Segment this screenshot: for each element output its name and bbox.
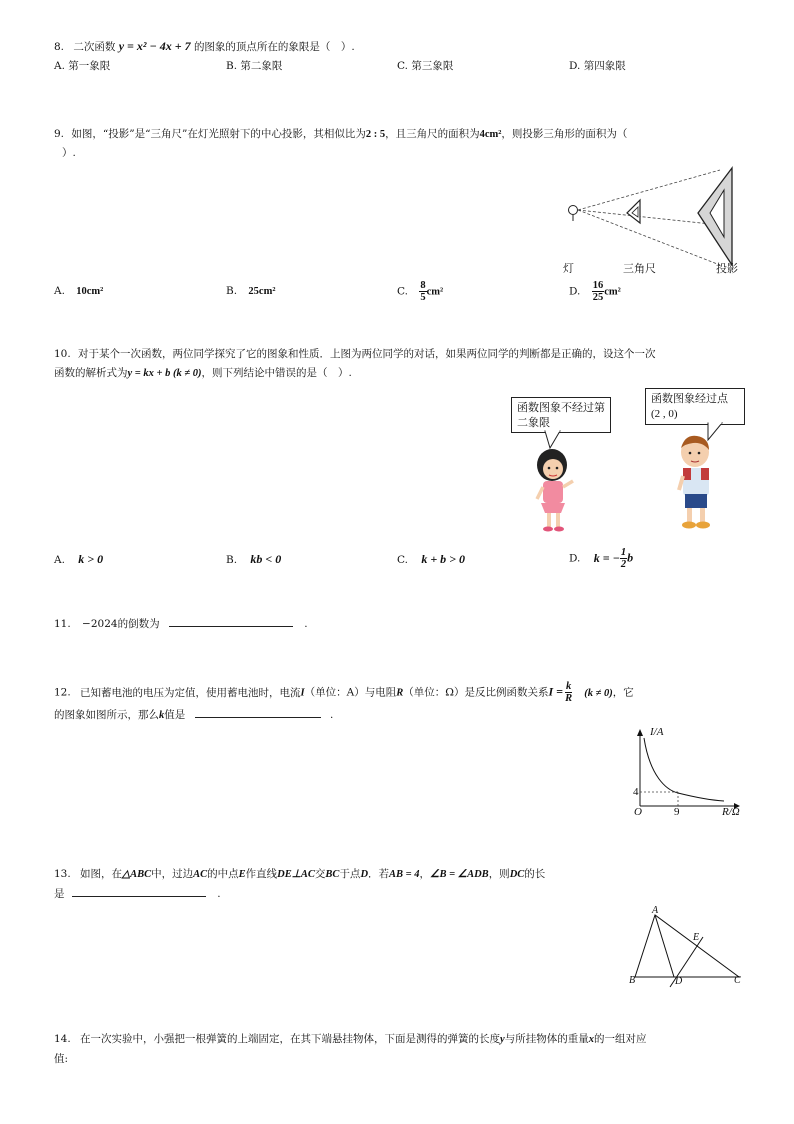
q8-stem-a: 二次函数 — [73, 41, 116, 53]
option-text: k + b > 0 — [421, 552, 466, 566]
q13-triangle: △ABC — [122, 869, 152, 880]
q13-answer-blank[interactable] — [72, 886, 206, 897]
q13-line1-e: 交 — [314, 868, 326, 880]
q11-answer-blank[interactable] — [169, 616, 293, 627]
fraction-numerator: k — [565, 681, 572, 692]
q13-line1-i: ，则 — [488, 868, 510, 880]
option-letter: D. — [569, 285, 581, 298]
q13-line1-a: 如图，在 — [80, 868, 123, 880]
boy-figure-icon — [665, 430, 725, 538]
option-text: 25cm² — [248, 286, 276, 297]
q12-line1-c: （单位：Ω）是反比例函数关系 — [403, 686, 549, 699]
q9-label-ruler: 三角尺 — [623, 262, 656, 275]
option-unit: cm² — [426, 286, 444, 298]
option-letter: A. — [54, 554, 65, 566]
q13-line1-g: ．若 — [368, 868, 390, 880]
q13-E: E — [238, 869, 246, 880]
q12-var-I: I — [300, 687, 305, 699]
q13-line1-d: 作直线 — [245, 868, 278, 880]
q13-DE-perp: DE⊥AC — [277, 869, 315, 880]
option-letter: A. — [54, 285, 65, 297]
q13-line1-b: 中，过边 — [151, 868, 194, 880]
q12-number: 12. — [54, 686, 71, 699]
bubble-girl-text: 函数图象不经过第二象限 — [517, 401, 605, 429]
q9-label-lamp: 灯 — [563, 262, 574, 275]
q13-angle: ∠B = ∠ADB — [430, 869, 489, 880]
q12-line2-b: 值是 — [164, 709, 186, 721]
q10-option-b[interactable] — [226, 552, 281, 567]
q9-option-c[interactable] — [397, 280, 443, 303]
q8-option-a[interactable] — [54, 58, 110, 73]
q12-line1-d: ，它 — [612, 686, 634, 699]
option-text: 第一象限 — [68, 60, 111, 72]
q10-line2-a: 函数的解析式为 — [54, 367, 128, 379]
q13-D: D — [360, 869, 369, 880]
option-text: 第二象限 — [240, 60, 283, 72]
girl-figure-icon — [525, 445, 585, 535]
option-letter: A. — [54, 60, 65, 72]
option-letter: C. — [397, 60, 408, 72]
q12-y-axis-label: I/A — [650, 726, 664, 738]
q13-triangle-figure — [625, 905, 745, 991]
q13-line1-f: 于点 — [339, 868, 361, 880]
q11-end: . — [304, 618, 308, 630]
q12-condition: (k ≠ 0) — [584, 687, 613, 699]
q14-number: 14. — [54, 1033, 71, 1045]
q9-option-d[interactable] — [569, 280, 621, 303]
q13-point-D: D — [675, 976, 683, 987]
q9-stem — [54, 126, 744, 143]
bubble-boy-text-2: (2 , 0) — [651, 408, 678, 420]
option-text: 第四象限 — [583, 60, 626, 72]
q9-number: 9. — [54, 128, 65, 140]
fraction-denominator: R — [565, 693, 573, 704]
option-letter: B. — [226, 60, 238, 72]
q13-number: 13. — [54, 868, 71, 880]
fraction-denominator: 5 — [420, 292, 426, 303]
q13-BC: BC — [325, 869, 340, 880]
q8-formula: y = x² − 4x + 7 — [118, 39, 191, 53]
q12-x-tick: 9 — [674, 806, 680, 818]
q10-line1: 对于某个一次函数，两位同学探究了它的图象和性质．上图为两位同学的对话，如果两位同学的判断都是正确的，设这个一次 — [78, 348, 656, 360]
q9-stem-b: ，且三角尺的面积为 — [385, 128, 480, 140]
fraction — [620, 547, 627, 570]
option-post: b — [627, 550, 634, 565]
q10-option-c[interactable] — [397, 552, 465, 567]
fraction — [592, 280, 605, 303]
option-letter: C. — [397, 554, 408, 566]
q14-var-x: x — [588, 1034, 594, 1045]
option-unit: cm² — [604, 286, 621, 298]
lamp-icon — [569, 206, 578, 215]
q12-end: . — [329, 709, 334, 721]
q12-stem-line1 — [54, 681, 754, 704]
q10-line2-b: ，则下列结论中错误的是（ ）. — [201, 367, 352, 379]
fraction-numerator: 1 — [620, 547, 627, 558]
q10-number: 10. — [54, 348, 71, 360]
q8-option-c[interactable] — [397, 58, 453, 73]
q10-option-a[interactable] — [54, 552, 103, 567]
q14-line1-a: 在一次实验中，小强把一根弹簧的上端固定，在其下端悬挂物体，下面是测得的弹簧的长度 — [80, 1033, 501, 1045]
q12-origin-label: O — [634, 806, 642, 818]
q13-point-A: A — [652, 905, 659, 916]
q13-point-C: C — [734, 975, 741, 986]
option-letter: B. — [226, 285, 238, 297]
fraction — [419, 280, 426, 303]
option-letter: B. — [226, 554, 238, 566]
q13-line1-j: 的长 — [524, 868, 546, 880]
q13-line1-h: ， — [419, 868, 431, 880]
q13-AB: AB = 4 — [389, 869, 420, 880]
q13-stem-line2 — [54, 886, 221, 902]
option-letter: D. — [569, 60, 581, 72]
option-text: 第三象限 — [411, 60, 454, 72]
fraction-numerator: 8 — [420, 280, 426, 291]
q13-AC: AC — [193, 869, 208, 880]
q14-line1-c: 的一组对应 — [593, 1033, 647, 1045]
q14-line1-b: 与所挂物体的重量 — [504, 1033, 589, 1045]
fraction — [565, 681, 572, 704]
q10-option-d[interactable] — [569, 547, 633, 570]
option-pre: k = − — [593, 550, 620, 565]
bubble-boy-text-1: 函数图象经过点 — [651, 392, 728, 405]
option-text: k > 0 — [78, 552, 104, 566]
q13-line2-a: 是 — [54, 888, 65, 900]
q13-stem-line1 — [54, 866, 754, 883]
q10-formula: y = kx + b (k ≠ 0) — [127, 368, 202, 379]
q12-x-axis-label: R/Ω — [722, 806, 740, 818]
q9-stem-end: ）. — [62, 147, 76, 159]
q12-line2-a: 的图象如图所示，那么 — [54, 709, 159, 721]
q10-bubble-boy — [645, 388, 745, 425]
q13-DC: DC — [509, 869, 525, 880]
q12-line1-a: 已知蓄电池的电压为定值，使用蓄电池时，电流 — [80, 686, 301, 699]
q9-area: 4cm² — [479, 129, 502, 140]
q9-option-b[interactable] — [226, 285, 275, 297]
q10-stem-line2 — [54, 365, 352, 382]
q12-formula-lhs: I = — [548, 684, 563, 699]
q12-var-k: k — [159, 710, 165, 721]
q8-option-d[interactable] — [569, 58, 626, 73]
q11-number: 11. — [54, 618, 71, 630]
q9-ratio: 2 : 5 — [365, 129, 386, 140]
q10-stem-line1 — [54, 346, 754, 362]
option-text: kb < 0 — [250, 552, 282, 566]
q14-stem-line2: 值: — [54, 1053, 69, 1065]
q12-stem-line2 — [54, 707, 333, 724]
fraction-denominator: 2 — [620, 559, 627, 570]
q11-text: −2024的倒数为 — [82, 618, 160, 630]
q13-end: . — [217, 888, 221, 900]
q8-stem — [54, 38, 355, 55]
option-text: 10cm² — [76, 286, 104, 297]
q8-stem-b: 的图象的顶点所在的象限是（ ）. — [193, 41, 355, 53]
fraction-denominator: 25 — [592, 292, 604, 303]
q11-stem — [54, 616, 308, 632]
q8-number: 8. — [54, 41, 65, 53]
q13-point-E: E — [693, 932, 700, 943]
q12-line1-b: （单位：A）与电阻 — [304, 686, 397, 699]
q8-option-b[interactable] — [226, 58, 282, 73]
q12-var-R: R — [396, 687, 404, 699]
q9-stem-a: 如图，“投影”是“三角尺”在灯光照射下的中心投影，其相似比为 — [71, 128, 366, 140]
option-letter: C. — [397, 285, 408, 298]
q13-point-B: B — [629, 975, 636, 986]
q14-stem-line1 — [54, 1031, 754, 1048]
q12-y-tick: 4 — [633, 786, 639, 798]
option-letter: D. — [569, 552, 581, 565]
inverse-curve — [644, 738, 724, 801]
q9-option-a[interactable] — [54, 285, 103, 297]
q9-label-projection: 投影 — [716, 262, 738, 275]
q9-stem-c: ，则投影三角形的面积为（ — [501, 128, 628, 140]
fraction-numerator: 16 — [592, 280, 604, 291]
q14-var-y: y — [500, 1034, 505, 1045]
q12-answer-blank[interactable] — [195, 707, 321, 718]
q13-line1-c: 的中点 — [207, 868, 239, 880]
